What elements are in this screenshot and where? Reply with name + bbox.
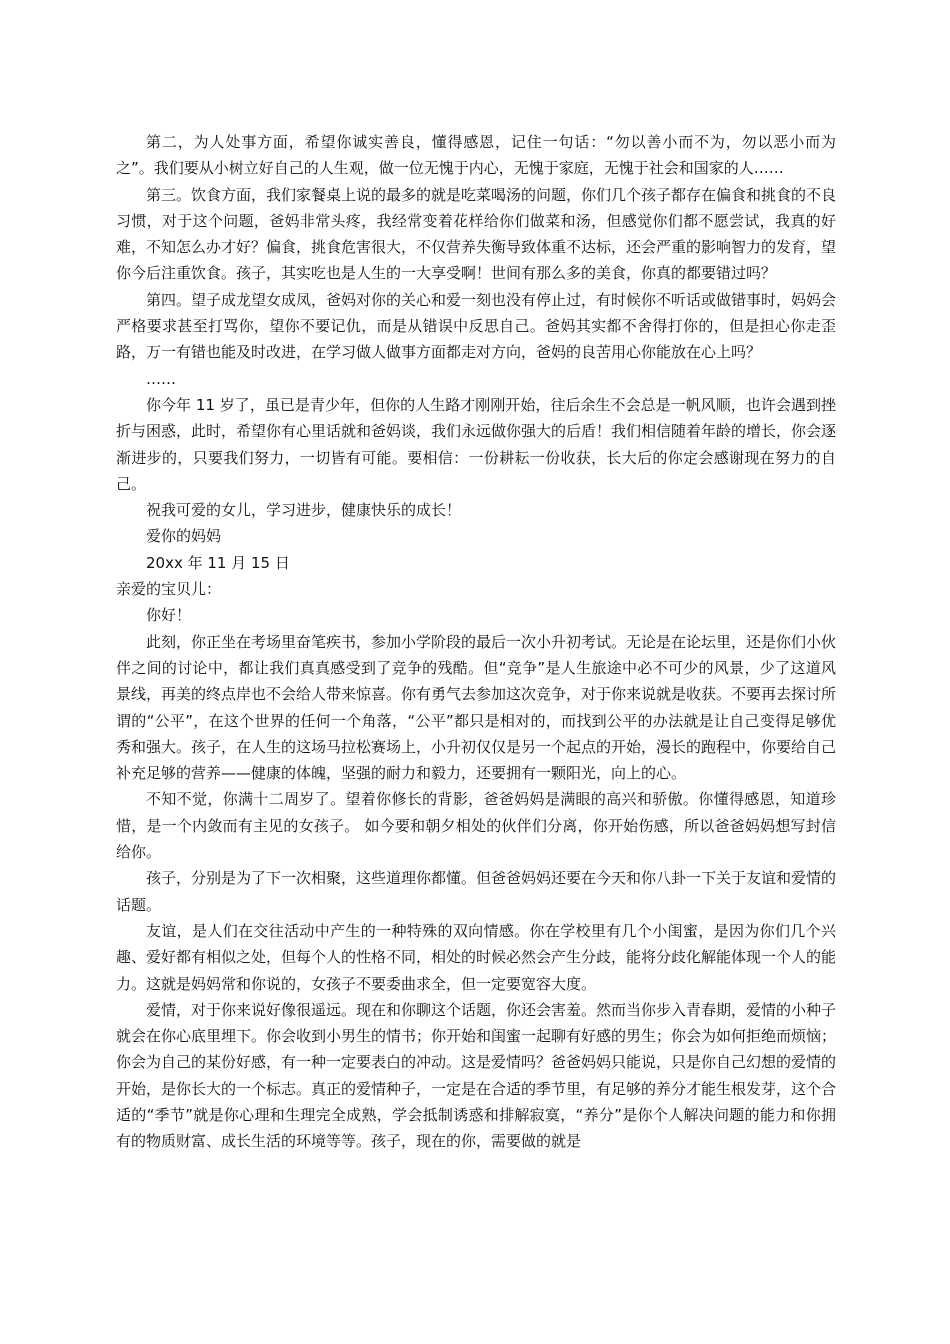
paragraph-expectations: 第四。望子成龙望女成凤，爸妈对你的关心和爱一刻也没有停止过，有时候你不听话或做错事时，妈妈会严格要求甚至打骂你，望你不要记仇，而是从错误中反思自己。爸妈其实都不舍得打你的，但是担心你走歪路，万一有错也能及时改进，在学习做人做事方面都走对方向，爸妈的良苦用心你能放在心上吗？ bbox=[116, 290, 837, 362]
salutation: 亲爱的宝贝儿： bbox=[116, 580, 222, 599]
signature-line: 爱你的妈妈 bbox=[146, 527, 222, 546]
paragraph-friendship: 友谊，是人们在交往活动中产生的一种特殊的双向情感。你在学校里有几个小闺蜜，是因为你们几个兴趣、爱好都有相似之处，但每个人的性格不同，相处的时候必然会产生分歧，能将分歧化解能体现一个人的能力。这就是妈妈常和你说的，女孩子不要委曲求全，但一定要宽容大度。 bbox=[116, 921, 837, 993]
document-body bbox=[116, 129, 836, 1155]
paragraph-ellipsis: …… bbox=[146, 369, 176, 388]
paragraph-love: 爱情，对于你来说好像很遥远。现在和你聊这个话题，你还会害羞。然而当你步入青春期，爱情的小种子就会在你心底里埋下。你会收到小男生的情书；你开始和闺蜜一起聊有好感的男生；你会为如何拒绝而烦恼；你会为自己的某份好感，有一种一定要表白的冲动。这是爱情吗？爸爸妈妈只能说，只是你自己幻想的爱情的开始，是你长大的一个标志。真正的爱情种子，一定是在合适的季节里，有足够的养分才能生根发芽，这个合适的“季节”就是你心理和生理完全成熟，学会抵制诱惑和排解寂寞，“养分”是你个人解决问题的能力和你拥有的物质财富、成长生活的环境等等。孩子，现在的你，需要做的就是 bbox=[116, 1000, 837, 1151]
paragraph-manners: 第二，为人处事方面，希望你诚实善良，懂得感恩，记住一句话：“勿以善小而不为，勿以恶小而为之”。我们要从小树立好自己的人生观，做一位无愧于内心，无愧于家庭，无愧于社会和国家的人…… bbox=[116, 133, 836, 178]
paragraph-exam: 此刻，你正坐在考场里奋笔疾书，参加小学阶段的最后一次小升初考试。无论是在论坛里，还是你们小伙伴之间的讨论中，都让我们真真感受到了竞争的残酷。但“竞争”是人生旅途中必不可少的风景，少了这道风景线，再美的终点岸也不会给人带来惊喜。你有勇气去参加这次竞争，对于你来说就是收获。不要再去探讨所谓的“公平”，在这个世界的任何一个角落，“公平”都只是相对的，而找到公平的办法就是让自己变得足够优秀和强大。孩子，在人生的这场马拉松赛场上，小升初仅仅是另一个起点的开始，漫长的跑程中，你要给自己补充足够的营养——健康的体魄，坚强的耐力和毅力，还要拥有一颗阳光，向上的心。 bbox=[116, 632, 837, 783]
paragraph-farewell: 孩子，分别是为了下一次相聚，这些道理你都懂。但爸爸妈妈还要在今天和你八卦一下关于友谊和爱情的话题。 bbox=[116, 869, 837, 914]
paragraph-twelve: 不知不觉，你满十二周岁了。望着你修长的背影，爸爸妈妈是满眼的高兴和骄傲。你懂得感恩，知道珍惜，是一个内敛而有主见的女孩子。 如今要和朝夕相处的伙伴们分离，你开始伤感，所以爸爸妈妈想写封信给你。 bbox=[116, 790, 836, 862]
greeting: 你好！ bbox=[146, 606, 192, 625]
paragraph-blessing: 祝我可爱的女儿，学习进步，健康快乐的成长！ bbox=[146, 501, 462, 520]
date-line: 20xx 年 11 月 15 日 bbox=[146, 553, 290, 572]
paragraph-diet: 第三。饮食方面，我们家餐桌上说的最多的就是吃菜喝汤的问题，你们几个孩子都存在偏食和挑食的不良习惯，对于这个问题，爸妈非常头疼，我经常变着花样给你们做菜和汤，但感觉你们都不愿尝试，我真的好难，不知怎么办才好？偏食，挑食危害很大，不仅营养失衡导致体重不达标，还会严重的影响智力的发育，望你今后注重饮食。孩子，其实吃也是人生的一大享受啊！世间有那么多的美食，你真的都要错过吗？ bbox=[116, 185, 837, 283]
paragraph-age-eleven: 你今年 11 岁了，虽已是青少年，但你的人生路才刚刚开始，往后余生不会总是一帆风顺，也许会遇到挫折与困惑，此时，希望你有心里话就和爸妈谈，我们永远做你强大的后盾！我们相信随着年龄的增长，你会逐渐进步的，只要我们努力，一切皆有可能。要相信：一份耕耘一份收获，长大后的你定会感谢现在努力的自己。 bbox=[116, 395, 837, 493]
